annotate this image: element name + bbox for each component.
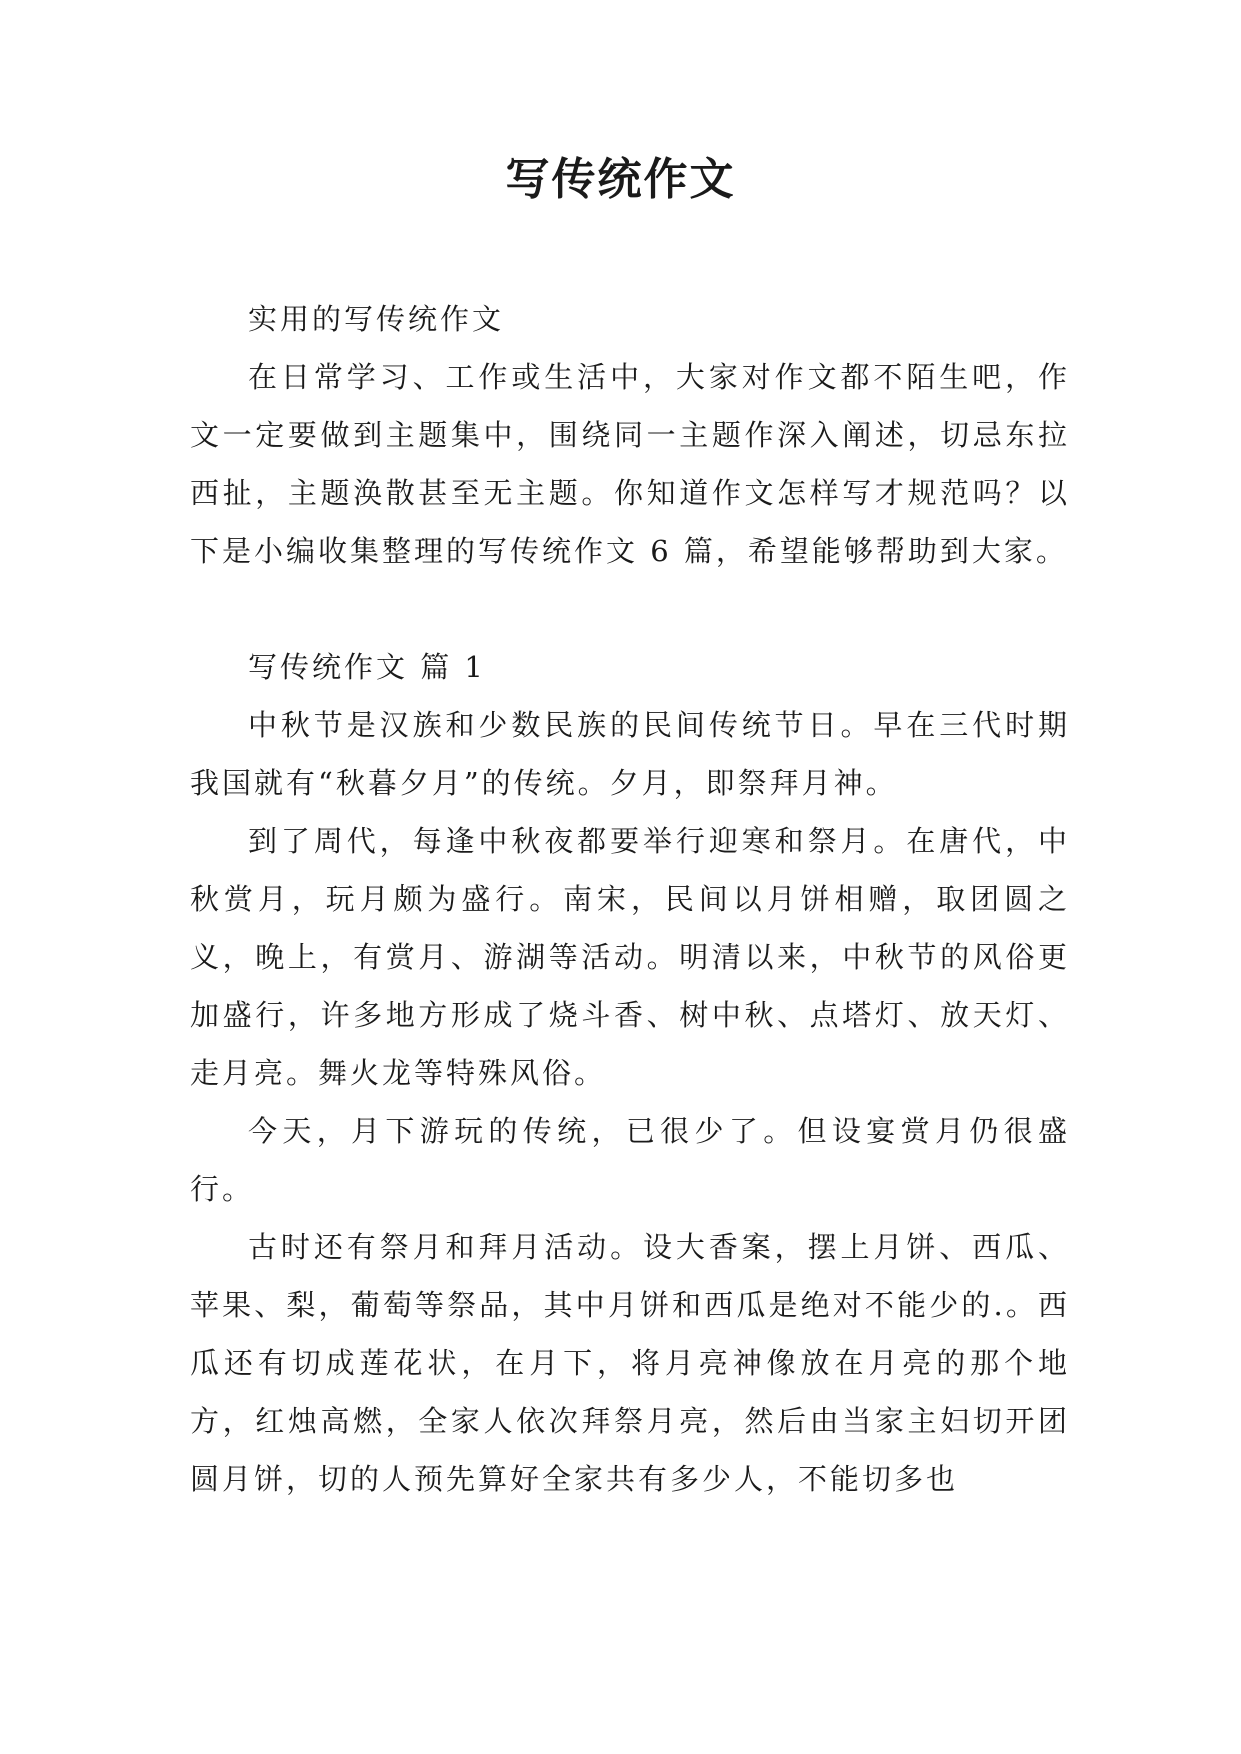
body-paragraph: 古时还有祭月和拜月活动。设大香案，摆上月饼、西瓜、苹果、梨，葡萄等祭品，其中月饼和西瓜是绝对不能少的.。西瓜还有切成莲花状，在月下，将月亮神像放在月亮的那个地方，红烛高燃，全家人依次拜祭月亮，然后由当家主妇切开团圆月饼，切的人预先算好全家共有多少人，不能切多也 [190, 1230, 1070, 1496]
page-title: 写传统作文 [505, 154, 736, 205]
body-paragraph: 中秋节是汉族和少数民族的民间传统节日。早在三代时期我国就有“秋暮夕月”的传统。夕月，即祭拜月神。 [190, 708, 1070, 800]
body-paragraph: 到了周代，每逢中秋夜都要举行迎寒和祭月。在唐代，中秋赏月，玩月颇为盛行。南宋，民间以月饼相赠，取团圆之义，晚上，有赏月、游湖等活动。明清以来，中秋节的风俗更加盛行，许多地方形成了烧斗香、树中秋、点塔灯、放天灯、走月亮。舞火龙等特殊风俗。 [190, 824, 1070, 1090]
section-heading: 写传统作文 篇 1 [248, 650, 486, 684]
intro-paragraph: 在日常学习、工作或生活中，大家对作文都不陌生吧，作文一定要做到主题集中，围绕同一主题作深入阐述，切忌东拉西扯，主题涣散甚至无主题。你知道作文怎样写才规范吗？以下是小编收集整理的写传统作文 6 篇，希望能够帮助到大家。 [190, 360, 1070, 568]
body-paragraph: 今天，月下游玩的传统，已很少了。但设宴赏月仍很盛行。 [190, 1114, 1070, 1206]
intro-heading: 实用的写传统作文 [248, 302, 505, 336]
section-spacer [190, 580, 1070, 638]
document-body [190, 290, 1070, 1508]
